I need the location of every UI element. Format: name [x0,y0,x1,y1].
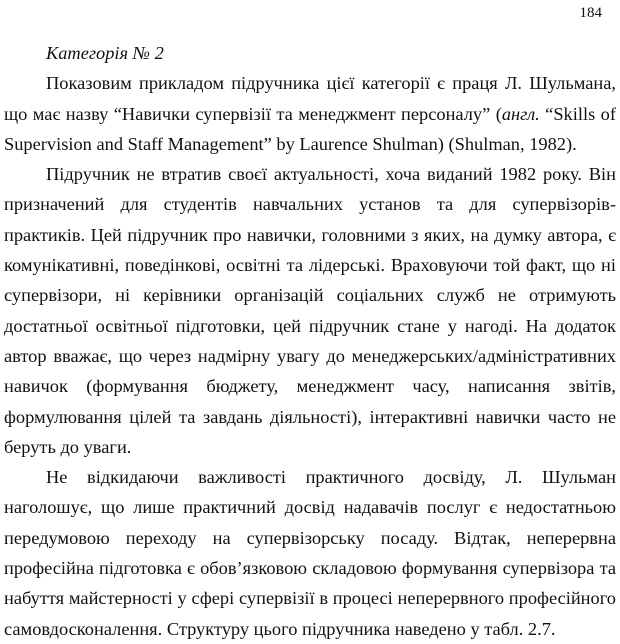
page-number: 184 [579,5,602,21]
paragraph-1-text-c: “Skills of Supervision and Staff Management” by Laurence Shulman) (Shulman, 1982). [4,103,616,154]
paragraph-1-abbrev: англ. [501,103,540,124]
paragraph-2: Підручник не втратив своєї актуальності, хоча виданий 1982 року. Він призначений для студентів навчальних установ та для супервізорів-практиків. Цей підручник про навички, головними з яких, на думку автора, є комунікативні, поведінкові, освітні та лідерські. Враховуючи той факт, що ні супервізори, ні керівники організацій соціальних служб не отримують достатньої освітньої підготовки, цей підручник стане у нагоді. На додаток автор вважає, що через надмірну увагу до менеджерських/адміністративних навичок (формування бюджету, менеджмент часу, написання звітів, формулювання цілей та завдань діяльності), інтерактивні навички часто не беруть до уваги. [4,164,616,457]
section-heading: Категорія № 2 [46,43,164,63]
paragraph-1 [4,68,616,159]
page-body [4,38,616,644]
paragraph-3: Не відкидаючи важливості практичного досвіду, Л. Шульман наголошує, що лише практичний досвід надавачів послуг є недостатньою передумовою переходу на супервізорську посаду. Відтак, неперервна професійна підготовка є обов’язковою складовою формування супервізора та набуття майстерності у сфері супервізії в процесі неперервного професійного самовдосконалення. Структуру цього підручника наведено у табл. 2.7. [4,467,616,639]
paragraph-1-text-a: Показовим прикладом підручника цієї категорії є праця Л. Шульмана, що має назву “Навички супервізії та менеджмент персоналу” ( [4,73,616,124]
